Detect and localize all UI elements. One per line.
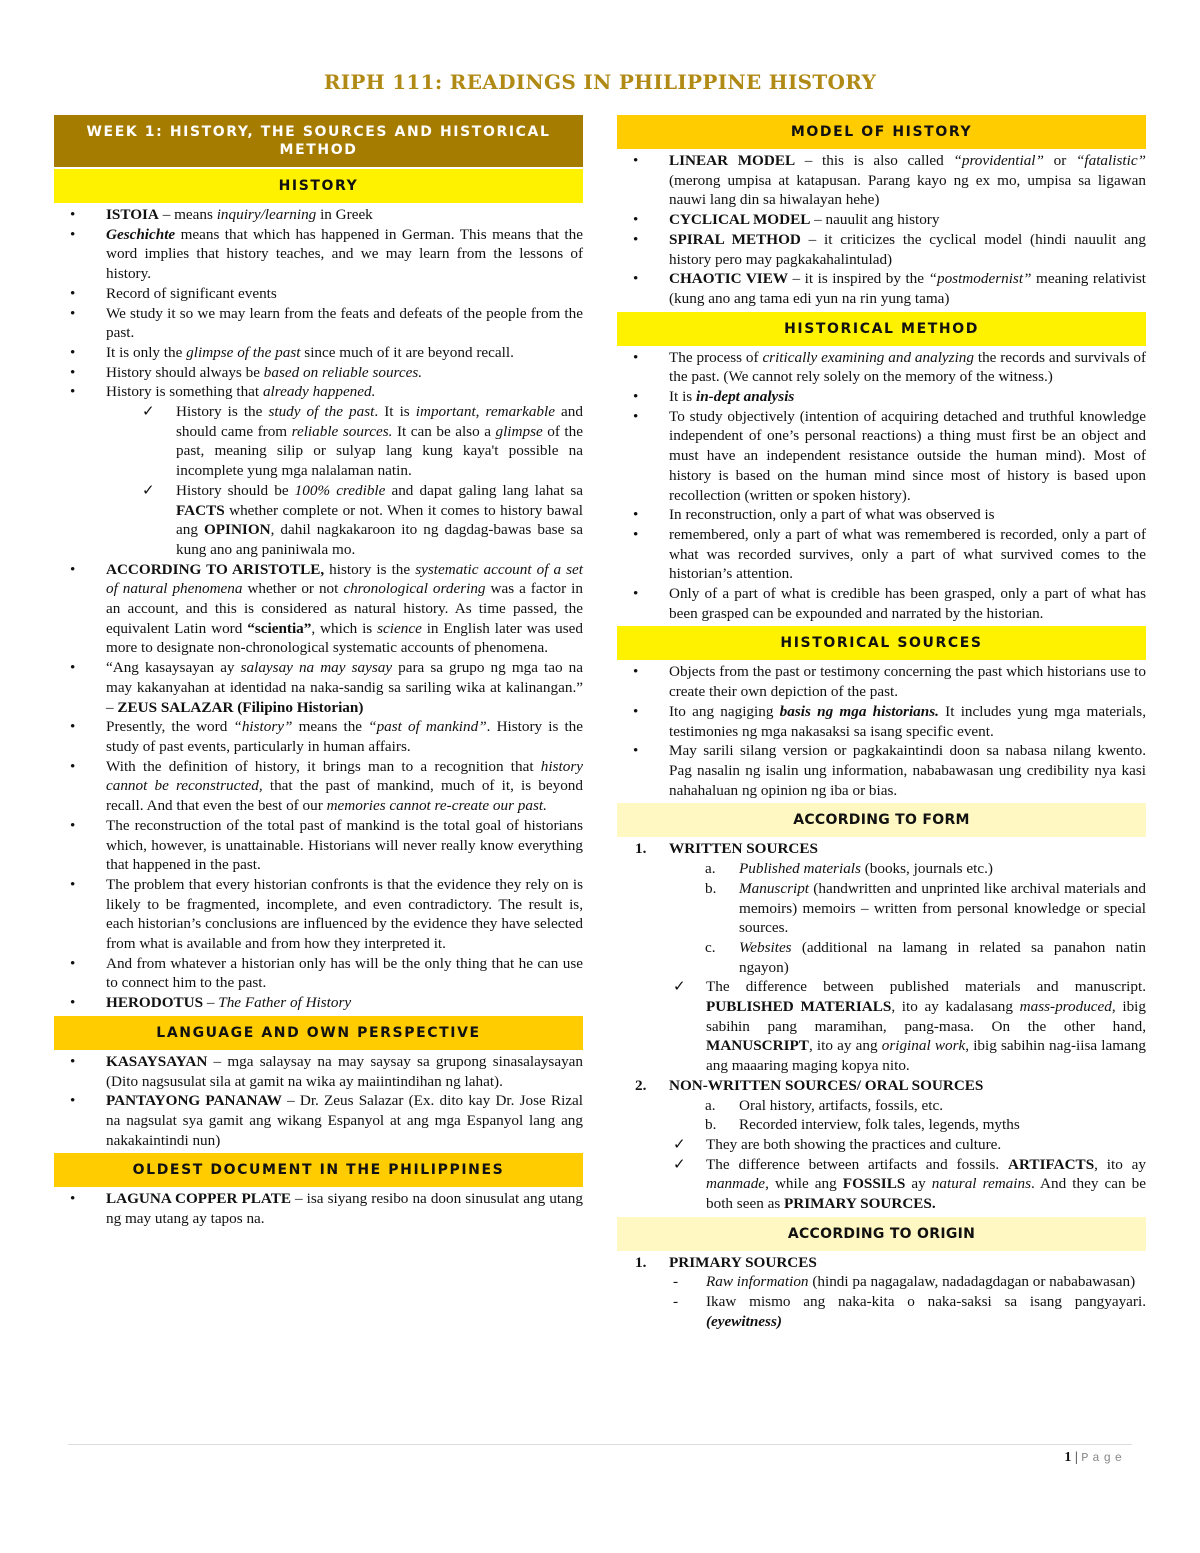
text-run: – nauulit ang history: [810, 211, 940, 229]
text-run: PUBLISHED MATERIALS: [706, 998, 892, 1016]
text-run: of the past, meaning silip or sulyap lang kung kaya't possible na incomplete yung mga nalalaman natin.: [176, 422, 583, 480]
text-run: FOSSILS: [842, 1175, 906, 1193]
text-run: , dahil nagkakaroon ito ng dagdag-bawas base sa kung ano ang paniniwala mo.: [176, 521, 583, 558]
checkmark-icon: ✓: [673, 1135, 686, 1153]
text-run: . And they can be both seen as: [706, 1175, 1146, 1213]
text-run: ARTIFACTS: [1008, 1155, 1095, 1173]
list-item: [54, 757, 583, 816]
text-run: PRIMARY SOURCES.: [784, 1195, 936, 1213]
text-run: “past of mankind”: [368, 718, 487, 736]
bullet-list: [617, 348, 1146, 624]
bullet-icon: •: [70, 757, 76, 775]
text-run: systematic account of a set of natural phenomena: [106, 560, 583, 598]
text-run: , ito ay ang: [808, 1037, 882, 1055]
list-item: [617, 1272, 1146, 1292]
text-run: (eyewitness): [706, 1312, 782, 1330]
text-run: LAGUNA COPPER PLATE: [106, 1190, 291, 1208]
text-run: , ibig sabihin pang maramihan, pang-masa. On the other hand,: [706, 998, 1146, 1035]
list-item: [617, 269, 1146, 308]
text-run: The process of: [669, 348, 763, 366]
text-run: They are both showing the practices and culture.: [706, 1135, 1002, 1153]
text-run: HERODOTUS: [106, 994, 204, 1012]
list-item: [617, 702, 1146, 741]
list-marker: a.: [705, 1096, 716, 1114]
bullet-icon: •: [70, 994, 76, 1012]
list-marker: c.: [705, 938, 716, 956]
text-run: Manuscript: [739, 879, 810, 897]
bullet-icon: •: [633, 270, 639, 288]
text-run: Ito ang nagiging: [669, 702, 780, 720]
text-run: It is: [669, 388, 697, 406]
bullet-icon: •: [70, 560, 76, 578]
right-column: [617, 115, 1146, 1335]
text-run: memories cannot re-create our past.: [326, 797, 547, 815]
text-run: . History is the study of past events, particularly in human affairs.: [106, 718, 584, 755]
text-run: 100% credible: [294, 481, 386, 499]
text-run: basis ng mga historians.: [779, 702, 939, 720]
list-item: [54, 658, 583, 717]
text-run: Oral history, artifacts, fossils, etc.: [739, 1096, 943, 1114]
text-run: Published materials: [739, 860, 861, 878]
text-run: In reconstruction, only a part of what was observed is: [669, 506, 995, 524]
text-run: study of the past: [268, 403, 375, 421]
bullet-icon: •: [633, 525, 639, 543]
text-run: (handwritten and unprinted like archival materials and memoirs) memoirs – written from personal knowledge or special sources.: [739, 879, 1146, 937]
text-run: Recorded interview, folk tales, legends, myths: [739, 1116, 1020, 1134]
text-run: para sa grupo ng mga tao na may kakanyahan at identidad na naka-sandig sa sariling wika at kalinangan.” –: [106, 659, 583, 716]
text-run: Record of significant events: [106, 284, 277, 302]
text-run: “fatalistic”: [1075, 152, 1147, 169]
text-run: , which is: [311, 619, 378, 637]
text-run: To study objectively (intention of acquiring detached and truthful knowledge independent of one’s personal reactions) a thing must first be an object and must have an independent resistance outside the human mind). Most of history is based on the human mind since most of history is based upon recollection (written or spoken history).: [669, 407, 1146, 504]
list-item: [617, 1292, 1146, 1331]
bullet-icon: •: [70, 304, 76, 322]
text-run: FACTS: [176, 501, 225, 519]
text-run: Ikaw mismo ang naka-kita o naka-saksi sa isang pangyayari.: [706, 1293, 1146, 1311]
bullet-icon: •: [70, 875, 76, 893]
section-header-week-1-history-the-sources-and-historical-method: WEEK 1: HISTORY, THE SOURCES AND HISTORICAL METHOD: [54, 115, 583, 167]
left-column: [54, 115, 583, 1232]
text-run: Presently, the word: [106, 718, 234, 736]
text-run: PRIMARY SOURCES: [669, 1253, 817, 1271]
text-run: ISTOIA: [106, 206, 159, 223]
text-run: History should always be: [106, 363, 264, 381]
bullet-icon: •: [70, 206, 76, 223]
list-item: [617, 662, 1146, 701]
list-item: [54, 481, 583, 560]
list-marker: a.: [705, 860, 716, 878]
text-run: whether or not: [242, 580, 344, 598]
text-run: based on reliable sources.: [263, 363, 423, 381]
bullet-icon: •: [633, 348, 639, 366]
list-item: [617, 584, 1146, 623]
text-run: mass-produced: [1019, 998, 1112, 1016]
list-item: [617, 525, 1146, 584]
bullet-icon: •: [633, 407, 639, 425]
bullet-icon: •: [633, 742, 639, 760]
text-run: We study it so we may learn from the feats and defeats of the people from the past.: [106, 304, 583, 342]
text-run: History is the: [176, 403, 269, 421]
checkmark-icon: ✓: [673, 978, 686, 996]
section-header-history: HISTORY: [54, 169, 583, 203]
list-item: [617, 505, 1146, 525]
list-item: [54, 1091, 583, 1150]
list-item: [54, 382, 583, 402]
text-run: “scientia”: [247, 619, 312, 637]
text-run: With the definition of history, it brings man to a recognition that: [106, 757, 541, 775]
text-run: – Dr. Zeus Salazar (Ex. dito kay Dr. Jose Rizal na nagsulat sya gamit ang wikang Espanyol at ang mga Espanyol lang ang nakakaintindi nun): [106, 1092, 583, 1149]
bullet-icon: •: [70, 284, 76, 302]
list-marker: b.: [705, 1116, 717, 1134]
text-run: “Ang kasaysayan ay: [106, 659, 241, 677]
list-item: [617, 938, 1146, 977]
text-run: History should be: [176, 481, 295, 499]
text-run: , ito ay: [1094, 1155, 1147, 1173]
list-marker: b.: [705, 879, 717, 897]
page-number-value: 1: [1064, 1450, 1072, 1465]
text-run: LINEAR MODEL: [669, 152, 796, 169]
text-run: means that which has happened in German. This means that the word implies that history teaches, and we may learn from the lessons of history.: [106, 225, 583, 283]
section-header-according-to-origin: ACCORDING TO ORIGIN: [617, 1217, 1146, 1251]
list-marker: 1.: [635, 840, 647, 858]
text-run: salaysay na may saysay: [240, 659, 393, 677]
checkmark-icon: ✓: [142, 403, 155, 421]
list-item: [617, 839, 1146, 859]
text-run: reliable sources.: [291, 422, 393, 440]
text-run: The difference between artifacts and fossils.: [706, 1155, 1009, 1173]
bullet-list: [54, 205, 583, 1013]
text-run: critically examining and analyzing: [762, 348, 974, 366]
bullet-icon: •: [633, 388, 639, 406]
list-item: [617, 1096, 1146, 1116]
text-run: whether complete or not. When it comes to history bawal ang: [176, 501, 583, 539]
text-run: means the: [292, 718, 369, 736]
text-run: (books, journals etc.): [860, 860, 993, 878]
text-run: The reconstruction of the total past of mankind is the total goal of historians which, however, is unattainable. Historians will never really know everything that happened in the past.: [106, 816, 583, 874]
text-run: The difference between published materials and manuscript.: [706, 978, 1146, 996]
list-item: [54, 1189, 583, 1228]
section-header-according-to-form: ACCORDING TO FORM: [617, 803, 1146, 837]
bullet-icon: •: [633, 663, 639, 681]
bullet-icon: •: [70, 383, 76, 401]
text-run: “providential”: [953, 152, 1044, 169]
text-run: MANUSCRIPT: [706, 1037, 809, 1055]
bullet-icon: •: [70, 954, 76, 972]
text-run: – this is also called: [795, 152, 954, 169]
list-item: [617, 1135, 1146, 1155]
text-run: –: [203, 994, 219, 1012]
list-item: [54, 225, 583, 284]
text-run: (merong umpisa at katapusan. Parang kayo ng ex mo, umpisa sa ligawan nauwi lang din sa hiwalayan hehe): [669, 171, 1146, 209]
text-run: – it is inspired by the: [788, 270, 929, 288]
bullet-icon: •: [633, 152, 639, 169]
text-run: was a factor in an account, and this is considered as natural history. As time passed, the equivalent Latin word: [106, 580, 583, 637]
section-header-historical-method: HISTORICAL METHOD: [617, 312, 1146, 346]
text-run: It is only the: [106, 343, 187, 361]
text-run: May sarili silang version or pagkakaintindi doon sa nabasa nilang kwento. Pag nasalin ng isalin ung information, nababawasan ung credibility nya kasi nahahaluan ng opinion ng iba or bias.: [669, 742, 1146, 799]
bullet-icon: •: [633, 585, 639, 603]
text-run: “history”: [233, 718, 293, 736]
list-item: [617, 1253, 1146, 1273]
text-run: PANTAYONG PANANAW: [106, 1092, 282, 1110]
list-marker: 2.: [635, 1076, 647, 1094]
list-item: [617, 348, 1146, 387]
text-run: It can be also a: [392, 422, 496, 440]
list-marker: 1.: [635, 1253, 647, 1271]
text-run: – it criticizes the cyclical model (hindi nauulit ang history pero may pagkakahalintulad): [669, 230, 1146, 268]
list-marker: -: [673, 1293, 679, 1311]
text-run: since much of it are beyond recall.: [300, 343, 514, 361]
list-item: [617, 407, 1146, 506]
text-run: meaning relativist (kung ano ang tama edi yun na rin yung tama): [669, 270, 1147, 307]
text-run: in Greek: [316, 206, 373, 223]
text-run: chronological ordering: [343, 580, 486, 598]
text-run: history is the: [324, 560, 416, 578]
list-item: [617, 977, 1146, 1076]
text-run: , while ang: [765, 1175, 843, 1193]
bullet-icon: •: [70, 225, 76, 243]
text-run: CHAOTIC VIEW: [669, 270, 789, 288]
text-run: ay: [905, 1175, 932, 1193]
list-item: [617, 210, 1146, 230]
text-run: – mga salaysay na may saysay sa grupong sinasalaysayan (Dito nagsusulat sila at gamit na wika ay maiintindihan ng lahat).: [106, 1052, 583, 1090]
text-run: “postmodernist”: [928, 270, 1032, 288]
list-item: [54, 816, 583, 875]
list-item: [54, 402, 583, 481]
text-run: . It is: [374, 403, 416, 421]
text-run: remembered, only a part of what was remembered is recorded, only a part of what was recorded survives, only a part of what survived comes to the historian’s attention.: [669, 525, 1146, 583]
bullet-icon: •: [633, 230, 639, 248]
list-item: [617, 387, 1146, 407]
text-run: ACCORDING TO ARISTOTLE,: [106, 560, 325, 578]
checkmark-icon: ✓: [673, 1155, 686, 1173]
list-item: [54, 363, 583, 383]
text-run: original work: [881, 1037, 966, 1055]
text-run: natural remains: [931, 1175, 1031, 1193]
list-item: [54, 560, 583, 659]
bullet-list: [54, 1189, 583, 1228]
text-run: manmade: [706, 1175, 766, 1193]
list-item: [617, 1115, 1146, 1135]
text-run: The problem that every historian confronts is that the evidence they rely on is likely to be fragmented, incomplete, and even contradictory. The result is, each historian’s conclusions are influenced by the evidence they have selected from what is available and from how they interpreted it.: [106, 875, 583, 953]
bullet-list: [617, 1253, 1146, 1332]
text-run: WRITTEN SOURCES: [669, 840, 818, 858]
text-run: , that the past of mankind, much of it, is beyond recall. And that even the best of our: [106, 777, 583, 815]
text-run: KASAYSAYAN: [106, 1052, 208, 1070]
text-run: and should came from: [176, 403, 583, 440]
bullet-icon: •: [70, 659, 76, 677]
text-run: NON-WRITTEN SOURCES/ ORAL SOURCES: [669, 1076, 984, 1094]
text-run: ZEUS SALAZAR (Filipino Historian): [117, 698, 364, 716]
page-label: Page: [1081, 1451, 1126, 1465]
bullet-icon: •: [633, 211, 639, 229]
text-run: It includes yung mga materials, testimonies ng mga nakasaksi sa isang specific event.: [669, 702, 1147, 740]
list-item: [617, 230, 1146, 269]
list-item: [54, 205, 583, 225]
list-item: [617, 741, 1146, 800]
text-run: science: [377, 619, 422, 637]
text-run: , ito ay kadalasang: [891, 998, 1020, 1016]
bullet-icon: •: [70, 816, 76, 834]
list-item: [54, 954, 583, 993]
text-run: (hindi pa nagagalaw, nadadagdagan or nababawasan): [808, 1273, 1136, 1291]
bullet-icon: •: [70, 363, 76, 381]
bullet-icon: •: [633, 506, 639, 524]
text-run: – means: [158, 206, 217, 223]
list-item: [54, 717, 583, 756]
bullet-list: [617, 839, 1146, 1213]
text-run: OPINION: [203, 521, 271, 539]
checkmark-icon: ✓: [142, 481, 155, 499]
list-item: [617, 1155, 1146, 1214]
bullet-icon: •: [70, 1190, 76, 1208]
section-header-language-and-own-perspective: LANGUAGE AND OWN PERSPECTIVE: [54, 1016, 583, 1050]
page-separator: |: [1074, 1450, 1078, 1465]
bullet-icon: •: [70, 1052, 76, 1070]
list-item: [617, 151, 1146, 210]
text-run: Only of a part of what is credible has been grasped, only a part of what has been grasped can be expounded and narrated by the historian.: [669, 585, 1146, 622]
text-run: – isa siyang resibo na doon sinusulat ang utang ng may utang ay tapos na.: [106, 1190, 583, 1228]
text-run: History is something that: [106, 383, 263, 401]
text-run: inquiry/learning: [216, 206, 317, 223]
section-header-model-of-history: MODEL OF HISTORY: [617, 115, 1146, 149]
bullet-list: [617, 662, 1146, 800]
list-item: [54, 993, 583, 1013]
list-item: [54, 304, 583, 343]
text-run: glimpse of the past: [186, 343, 301, 361]
text-run: in-dept analysis: [696, 388, 795, 406]
bullet-list: [54, 1052, 583, 1151]
bullet-icon: •: [70, 1092, 76, 1110]
text-run: Objects from the past or testimony concerning the past which historians use to create their own depiction of the past.: [669, 663, 1146, 701]
text-run: Geschichte: [106, 225, 176, 243]
text-run: and dapat galing lang lahat sa: [385, 481, 583, 499]
text-run: the records and survivals of the past. (We cannot rely solely on the memory of the witness.): [669, 348, 1147, 386]
bullet-list: [617, 151, 1146, 309]
text-run: The Father of History: [218, 994, 352, 1012]
text-run: SPIRAL METHOD: [669, 230, 801, 248]
document-title: RIPH 111: READINGS IN PHILIPPINE HISTORY: [323, 70, 877, 94]
list-item: [617, 1076, 1146, 1096]
list-marker: -: [673, 1273, 679, 1291]
text-run: important, remarkable: [415, 403, 555, 421]
text-run: Raw information: [706, 1273, 809, 1291]
text-run: in English later was used more to designate non-chronological systematic accounts of phenomena.: [106, 619, 583, 657]
section-header-historical-sources: HISTORICAL SOURCES: [617, 626, 1146, 660]
list-item: [617, 859, 1146, 879]
bullet-icon: •: [70, 718, 76, 736]
page-number: [1064, 1450, 1126, 1466]
text-run: , ibig sabihin nag-iisa lamang ang maaaring maging kopya nito.: [706, 1037, 1146, 1075]
text-run: (additional na lamang in related sa panahon natin ngayon): [739, 938, 1146, 976]
text-run: or: [1043, 152, 1076, 169]
bullet-icon: •: [70, 343, 76, 361]
list-item: [54, 1052, 583, 1091]
text-run: Websites: [739, 938, 792, 956]
text-run: glimpse: [495, 422, 543, 440]
text-run: already happened.: [262, 383, 376, 401]
list-item: [54, 284, 583, 304]
list-item: [54, 343, 583, 363]
bullet-icon: •: [633, 702, 639, 720]
footer-divider: [68, 1444, 1132, 1445]
list-item: [54, 875, 583, 954]
text-run: And from whatever a historian only has will be the only thing that he can use to connect him to the past.: [106, 954, 583, 992]
list-item: [617, 879, 1146, 938]
section-header-oldest-document-in-the-philippines: OLDEST DOCUMENT IN THE PHILIPPINES: [54, 1153, 583, 1187]
text-run: CYCLICAL MODEL: [669, 211, 811, 229]
text-run: history cannot be reconstructed: [106, 757, 583, 795]
